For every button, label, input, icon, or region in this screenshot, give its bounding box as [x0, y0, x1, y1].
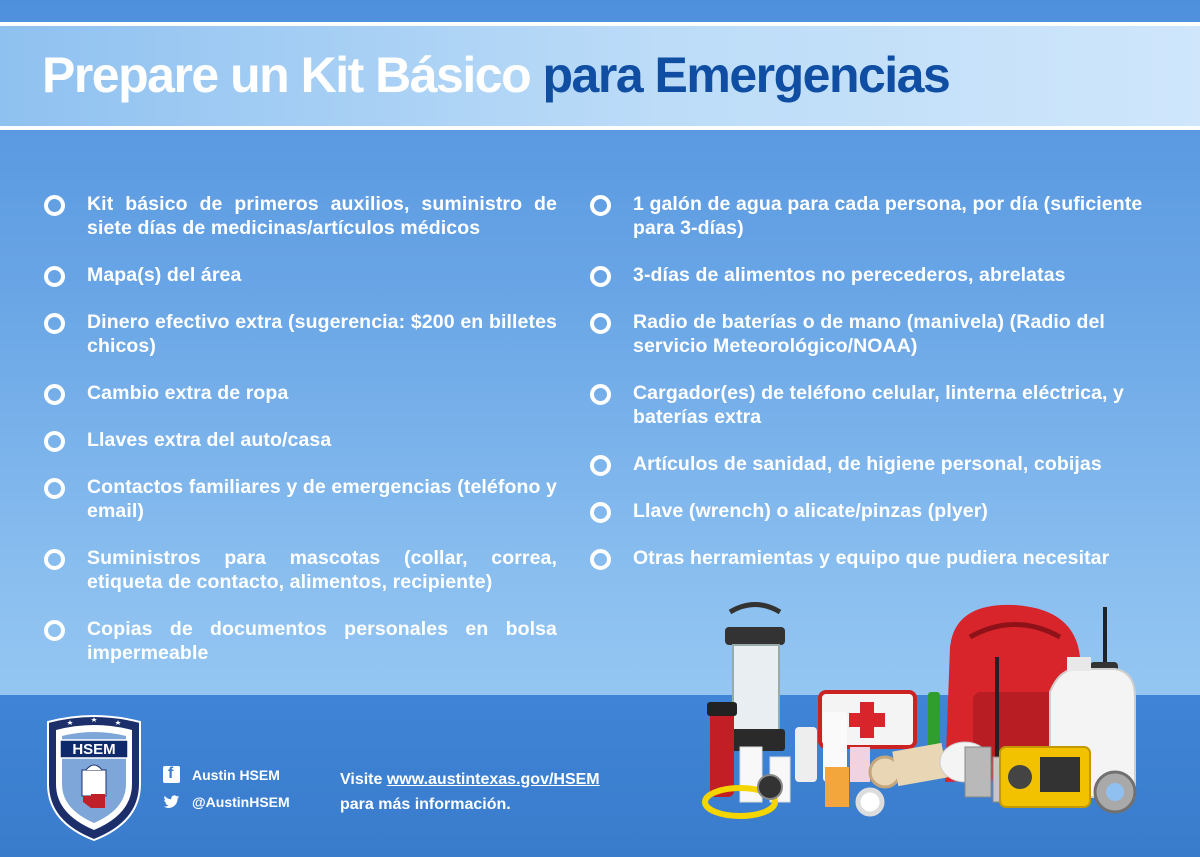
checklist-item-text: Artículos de sanidad, de higiene personal, cobijas	[633, 453, 1102, 475]
circle-bullet-icon	[590, 455, 611, 476]
twitter-link[interactable]	[163, 793, 290, 810]
checklist-item	[42, 310, 557, 358]
website-link[interactable]: www.austintexas.gov/HSEM	[386, 771, 600, 788]
facebook-icon	[163, 766, 180, 783]
checklist-item-text: Kit básico de primeros auxilios, suministro de siete días de medicinas/artículos médicos	[87, 193, 557, 239]
circle-bullet-icon	[44, 478, 65, 499]
circle-bullet-icon	[44, 549, 65, 570]
circle-bullet-icon	[590, 313, 611, 334]
facebook-label: Austin HSEM	[192, 766, 280, 783]
checklist-item-text: Cambio extra de ropa	[87, 382, 289, 404]
circle-bullet-icon	[590, 549, 611, 570]
checklist-item	[42, 381, 557, 405]
checklist-item-text: Contactos familiares y de emergencias (teléfono y email)	[87, 476, 557, 522]
checklist-right	[588, 192, 1163, 593]
checklist-item-text: Llave (wrench) o alicate/pinzas (plyer)	[633, 500, 989, 522]
checklist-item	[588, 381, 1163, 429]
circle-bullet-icon	[590, 266, 611, 287]
checklist-item	[588, 499, 1163, 523]
twitter-label: @AustinHSEM	[192, 793, 290, 810]
checklist-left	[42, 192, 557, 688]
checklist-item-text: 3-días de alimentos no perecederos, abrelatas	[633, 264, 1066, 286]
checklist-item	[42, 192, 557, 240]
checklist-item	[42, 263, 557, 287]
checklist-item-text: Dinero efectivo extra (sugerencia: $200 en billetes chicos)	[87, 311, 557, 357]
circle-bullet-icon	[590, 384, 611, 405]
circle-bullet-icon	[44, 431, 65, 452]
checklist-item	[588, 452, 1163, 476]
circle-bullet-icon	[44, 195, 65, 216]
circle-bullet-icon	[44, 384, 65, 405]
circle-bullet-icon	[590, 502, 611, 523]
checklist-item-text: Otras herramientas y equipo que pudiera necesitar	[633, 547, 1110, 569]
checklist-item-text: 1 galón de agua para cada persona, por día (suficiente para 3-días)	[633, 193, 1143, 239]
checklist-item-text: Copias de documentos personales en bolsa impermeable	[87, 618, 557, 664]
checklist-item	[588, 310, 1163, 358]
checklist-item-text: Llaves extra del auto/casa	[87, 429, 332, 451]
checklist-item-text: Cargador(es) de teléfono celular, linterna eléctrica, y baterías extra	[633, 382, 1124, 428]
checklist-item	[42, 617, 557, 665]
visit-suffix: para más información.	[340, 796, 511, 813]
checklist-item-text: Radio de baterías o de mano (manivela) (Radio del servicio Meteorológico/NOAA)	[633, 311, 1105, 357]
facebook-link[interactable]	[163, 766, 280, 783]
circle-bullet-icon	[44, 620, 65, 641]
checklist-item	[588, 263, 1163, 287]
checklist-item	[588, 192, 1163, 240]
circle-bullet-icon	[44, 266, 65, 287]
page-title	[42, 47, 950, 103]
checklist-item-text: Suministros para mascotas (collar, correa, etiqueta de contacto, alimentos, recipiente)	[87, 547, 557, 593]
twitter-icon	[163, 793, 180, 810]
checklist-item	[42, 475, 557, 523]
emergency-kit-image	[695, 597, 1160, 832]
checklist-item-text: Mapa(s) del área	[87, 264, 242, 286]
circle-bullet-icon	[44, 313, 65, 334]
checklist-item	[42, 428, 557, 452]
title-part-white: Prepare un Kit Básico	[42, 47, 531, 103]
hsem-badge-logo	[42, 714, 146, 842]
visit-prefix: Visite	[340, 771, 387, 788]
checklist-item	[42, 546, 557, 594]
logo-text: HSEM	[72, 741, 116, 758]
visit-text	[340, 767, 600, 817]
title-part-blue: para Emergencias	[542, 47, 950, 103]
checklist-item	[588, 546, 1163, 570]
circle-bullet-icon	[590, 195, 611, 216]
